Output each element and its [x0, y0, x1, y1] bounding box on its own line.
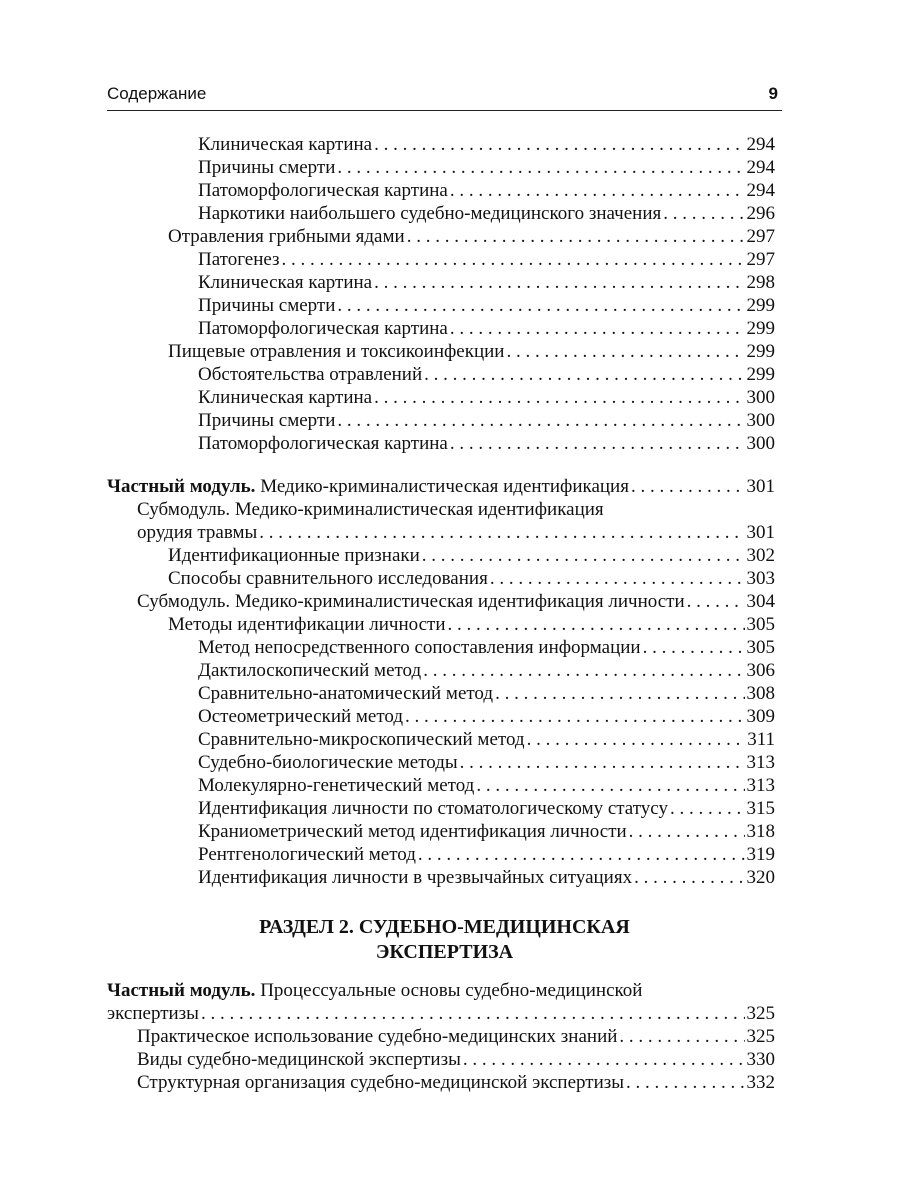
toc-entry — [198, 866, 775, 889]
toc-leader — [450, 179, 745, 202]
toc-leader — [476, 774, 744, 797]
toc-entry-page: 294 — [746, 134, 775, 155]
toc-entry-title: Патоморфологическая картина — [198, 318, 448, 339]
toc-leader — [490, 567, 745, 590]
toc-leader — [337, 294, 744, 317]
toc-leader — [374, 386, 744, 409]
toc-entry-page: 300 — [746, 410, 775, 431]
toc-entry-title: Краниометрический метод идентификация личности — [198, 821, 627, 842]
toc-entry-page: 332 — [746, 1072, 775, 1093]
toc-entry — [198, 294, 775, 317]
toc-entry-title: Идентификация личности в чрезвычайных ситуациях — [198, 867, 633, 888]
toc-entry — [198, 751, 775, 774]
toc-entry-page: 303 — [746, 568, 775, 589]
toc-entry-page: 300 — [746, 433, 775, 454]
section-heading-line-2: ЭКСПЕРТИЗА — [375, 941, 514, 963]
toc-entry — [198, 728, 775, 751]
toc-entry — [168, 613, 775, 636]
toc-entry-page: 297 — [746, 249, 775, 270]
toc-leader — [423, 659, 744, 682]
toc-leader — [374, 271, 744, 294]
toc-leader — [337, 156, 744, 179]
toc-leader — [619, 1025, 744, 1048]
toc-entry-page: 309 — [746, 706, 775, 727]
toc-leader — [374, 133, 744, 156]
running-header-page-number: 9 — [768, 84, 778, 103]
running-header — [107, 84, 782, 111]
section-heading — [107, 915, 782, 965]
toc-entry — [198, 248, 775, 271]
toc-entry — [168, 544, 775, 567]
toc-entry-title: Пищевые отравления и токсикоинфекции — [168, 341, 505, 362]
toc-entry-title: Патогенез — [198, 249, 280, 270]
toc-entry — [198, 271, 775, 294]
toc-leader — [282, 248, 745, 271]
toc-entry-title: Методы идентификации личности — [168, 614, 446, 635]
toc-entry-title: Сравнительно-микроскопический метод — [198, 729, 525, 750]
toc-entry-title: Клиническая картина — [198, 272, 373, 293]
toc-leader — [495, 682, 744, 705]
toc-entry-title: экспертизы — [107, 1003, 199, 1024]
toc-leader — [460, 751, 745, 774]
running-header-title: Содержание — [107, 84, 207, 103]
toc-leader — [259, 521, 744, 544]
toc-entry — [198, 705, 775, 728]
toc-leader — [506, 340, 744, 363]
toc-entry — [137, 1071, 775, 1094]
toc-leader — [424, 363, 744, 386]
toc-entry-page: 313 — [746, 775, 775, 796]
toc-entry-page: 320 — [746, 867, 775, 888]
toc-entry — [198, 317, 775, 340]
toc-entry-page: 299 — [746, 341, 775, 362]
toc-leader — [450, 317, 745, 340]
toc-entry — [198, 202, 775, 225]
toc-entry — [168, 567, 775, 590]
toc-leader — [643, 636, 745, 659]
toc-module-label: Частный модуль. — [107, 476, 256, 497]
toc-module-title: Процессуальные основы судебно-медицинской — [255, 980, 643, 1001]
toc-entry — [198, 659, 775, 682]
toc-entry — [198, 432, 775, 455]
toc-leader — [670, 797, 745, 820]
toc-entry-title: Причины смерти — [198, 295, 336, 316]
toc-entry — [198, 682, 775, 705]
toc-entry-page: 318 — [746, 821, 775, 842]
toc-entry-page: 301 — [746, 476, 775, 497]
toc-entry-title: Субмодуль. Медико-криминалистическая идентификация — [137, 499, 604, 520]
toc-leader — [418, 843, 745, 866]
toc-entry — [137, 590, 775, 613]
toc-entry-page: 325 — [746, 1026, 775, 1047]
toc-module-title: Медико-криминалистическая идентификация — [255, 476, 629, 497]
toc-entry — [137, 1048, 775, 1071]
toc-leader — [407, 225, 745, 248]
toc-entry-page: 305 — [746, 637, 775, 658]
toc-entry-page: 306 — [746, 660, 775, 681]
toc-entry-page: 299 — [746, 318, 775, 339]
toc-leader — [687, 590, 745, 613]
toc-leader — [463, 1048, 745, 1071]
toc-entry — [198, 179, 775, 202]
toc-leader — [201, 1002, 745, 1025]
toc-entry-title: Дактилоскопический метод — [198, 660, 422, 681]
toc-leader — [631, 475, 745, 498]
toc-entry — [137, 1025, 775, 1048]
toc-entry-title: Способы сравнительного исследования — [168, 568, 488, 589]
toc-leader — [422, 544, 745, 567]
toc-entry-title: Судебно-биологические методы — [198, 752, 458, 773]
toc-entry-page: 305 — [746, 614, 775, 635]
toc-entry-page: 296 — [746, 203, 775, 224]
toc-entry — [198, 820, 775, 843]
toc-entry-title — [107, 979, 642, 1002]
toc-entry-module — [107, 475, 775, 498]
toc-module-label: Частный модуль. — [107, 980, 256, 1001]
toc-entry-page: 325 — [746, 1003, 775, 1024]
toc-entry-title: Клиническая картина — [198, 387, 373, 408]
toc-entry — [198, 133, 775, 156]
toc-entry-page: 330 — [746, 1049, 775, 1070]
toc-entry-module — [107, 979, 642, 1002]
toc-entry — [137, 521, 775, 544]
toc-entry-title: Сравнительно-анатомический метод — [198, 683, 494, 704]
toc-entry — [137, 498, 604, 521]
toc-entry-page: 319 — [746, 844, 775, 865]
toc-entry — [198, 636, 775, 659]
toc-entry-page: 299 — [746, 364, 775, 385]
toc-entry-title: Практическое использование судебно-медицинских знаний — [137, 1026, 618, 1047]
toc-entry-page: 297 — [746, 226, 775, 247]
toc-leader — [626, 1071, 744, 1094]
toc-entry-title: Субмодуль. Медико-криминалистическая идентификация личности — [137, 591, 685, 612]
toc-entry-title: Остеометрический метод — [198, 706, 404, 727]
toc-entry-title: Патоморфологическая картина — [198, 180, 448, 201]
toc-leader — [337, 409, 744, 432]
toc-entry-title: Виды судебно-медицинской экспертизы — [137, 1049, 461, 1070]
toc-entry-title — [107, 475, 629, 498]
toc-entry-title: орудия травмы — [137, 522, 258, 543]
toc-entry-title: Метод непосредственного сопоставления информации — [198, 637, 641, 658]
toc-entry-title: Клиническая картина — [198, 134, 373, 155]
toc-entry-page: 302 — [746, 545, 775, 566]
toc-entry-title: Рентгенологический метод — [198, 844, 416, 865]
toc-leader — [448, 613, 745, 636]
toc-entry-title: Причины смерти — [198, 410, 336, 431]
toc-entry-page: 301 — [746, 522, 775, 543]
toc-entry-title: Патоморфологическая картина — [198, 433, 448, 454]
toc-entry — [198, 363, 775, 386]
toc-leader — [405, 705, 744, 728]
toc-entry-page: 299 — [746, 295, 775, 316]
toc-leader — [663, 202, 744, 225]
toc-entry — [198, 409, 775, 432]
toc-entry — [198, 156, 775, 179]
toc-leader — [527, 728, 746, 751]
toc-entry — [198, 843, 775, 866]
toc-entry-page: 313 — [746, 752, 775, 773]
toc-entry-title: Идентификационные признаки — [168, 545, 420, 566]
toc-entry — [168, 340, 775, 363]
toc-entry-page: 300 — [746, 387, 775, 408]
toc-entry-title: Молекулярно-генетический метод — [198, 775, 475, 796]
toc-entry — [168, 225, 775, 248]
section-heading-line-1: РАЗДЕЛ 2. СУДЕБНО-МЕДИЦИНСКАЯ — [259, 916, 630, 938]
toc-entry-title: Отравления грибными ядами — [168, 226, 405, 247]
toc-leader — [450, 432, 745, 455]
toc-entry-title: Причины смерти — [198, 157, 336, 178]
toc-entry-page: 315 — [746, 798, 775, 819]
toc-entry-page: 304 — [746, 591, 775, 612]
toc-entry-title: Наркотики наибольшего судебно-медицинского значения — [198, 203, 662, 224]
toc-entry-page: 294 — [746, 157, 775, 178]
toc-entry — [198, 386, 775, 409]
toc-entry-title: Обстоятельства отравлений — [198, 364, 423, 385]
toc-leader — [629, 820, 745, 843]
toc-entry-page: 298 — [746, 272, 775, 293]
toc-entry-title: Идентификация личности по стоматологическому статусу — [198, 798, 668, 819]
toc-entry-page: 294 — [746, 180, 775, 201]
toc-entry-page: 311 — [747, 729, 775, 750]
toc-entry — [198, 797, 775, 820]
toc-entry — [198, 774, 775, 797]
toc-entry — [107, 1002, 775, 1025]
toc-entry-page: 308 — [746, 683, 775, 704]
toc-leader — [634, 866, 744, 889]
toc-entry-title: Структурная организация судебно-медицинской экспертизы — [137, 1072, 625, 1093]
